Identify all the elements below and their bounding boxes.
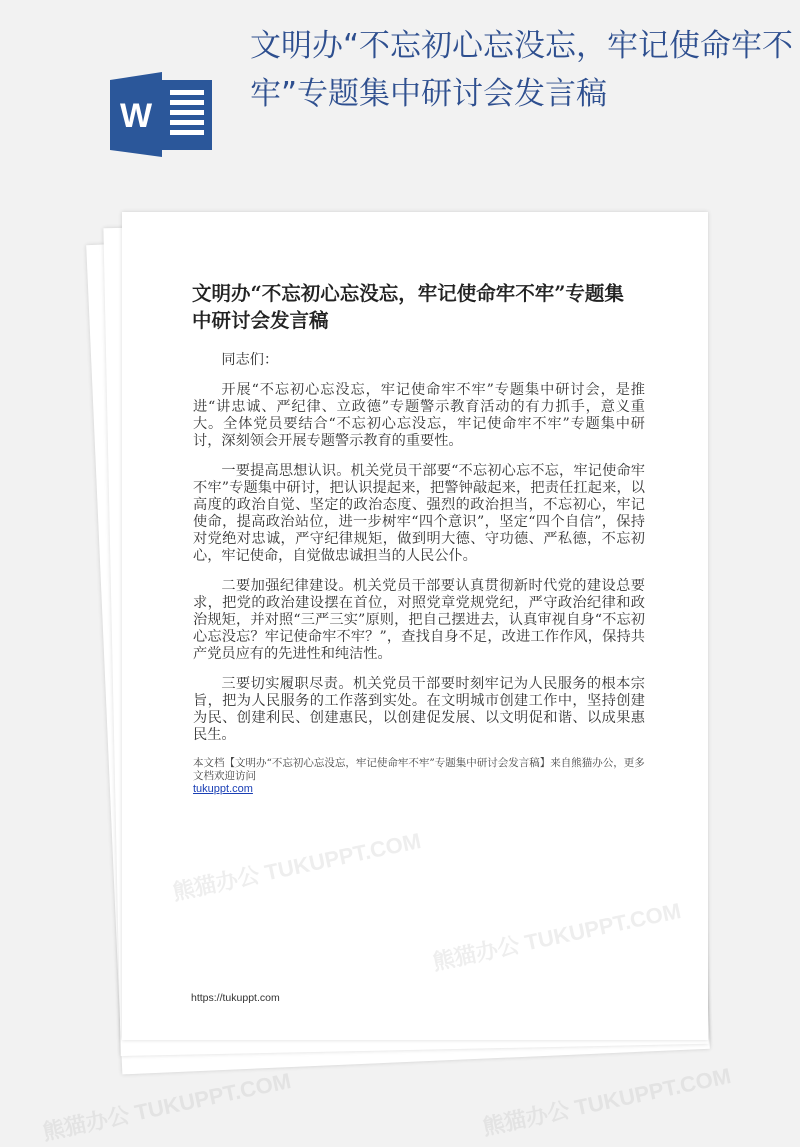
word-document-icon [110,72,215,157]
source-note-text: 本文档【文明办“不忘初心忘没忘，牢记使命牢不牢”专题集中研讨会发言稿】来自熊猫办公，更多文档欢迎访问 [193,757,645,782]
paragraph: 二要加强纪律建设。机关党员干部要认真贯彻新时代党的建设总要求，把党的政治建设摆在首位，对照党章党规党纪，严守政治纪律和政治规矩，并对照“三严三实”原则，把自己摆进去，认真审视自身“不忘初心忘没忘？牢记使命牢不牢？”，查找自身不足，改进工作作风，保持共产党员应有的先进性和纯洁性。 [193,578,645,662]
document-title: 文明办“不忘初心忘没忘，牢记使命牢不牢”专题集中研讨会发言稿 [192,282,624,332]
svg-text:W: W [119,97,153,135]
watermark: 熊猫办公 TUKUPPT.COM [480,1062,734,1141]
source-note [193,757,645,796]
document-flow [193,352,645,796]
greeting: 同志们： [221,352,279,368]
header-title: 文明办“不忘初心忘没忘，牢记使命牢不牢”专题集中研讨会发言稿 [250,28,794,112]
paragraph: 一要提高思想认识。机关党员干部要“不忘初心忘不忘，牢记使命牢不牢”专题集中研讨，把认识提起来，把警钟敲起来，把责任扛起来，以高度的政治自觉、坚定的政治态度、强烈的政治担当，不忘初心，牢记使命，提高政治站位，进一步树牢“四个意识”，坚定“四个自信”，保持对党绝对忠诚，严守纪律规矩，做到明大德、守功德、严私德，不忘初心，牢记使命，自觉做忠诚担当的人民公仆。 [193,463,645,564]
watermark: 熊猫办公 TUKUPPT.COM [40,1067,294,1146]
paragraph: 开展“不忘初心忘没忘，牢记使命牢不牢”专题集中研讨会，是推进“讲忠诚、严纪律、立政德”专题警示教育活动的有力抓手，意义重大。全体党员要结合“不忘初心忘没忘，牢记使命牢不牢”专题集中研讨，深刻领会开展专题警示教育的重要性。 [193,382,645,449]
paragraph: 三要切实履职尽责。机关党员干部要时刻牢记为人民服务的根本宗旨，把为人民服务的工作落到实处。在文明城市创建工作中，坚持创建为民、创建利民、创建惠民，以创建促发展、以文明促和谐、以成果惠民生。 [193,676,645,743]
source-link[interactable]: tukuppt.com [193,783,253,795]
document-body [193,352,645,744]
footer-url: https://tukuppt.com [191,992,280,1004]
document-page [122,212,708,1040]
